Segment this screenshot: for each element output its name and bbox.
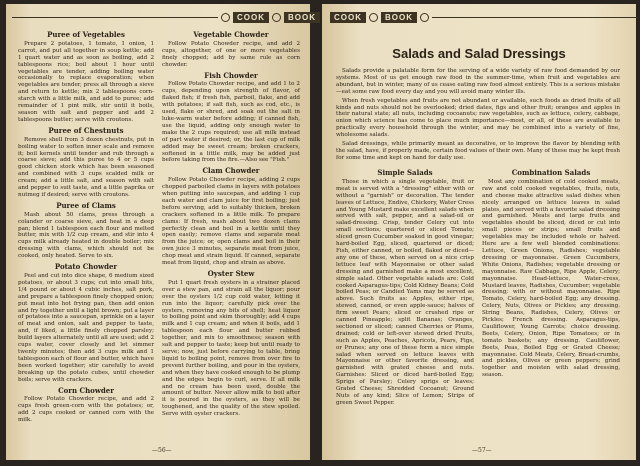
right-page (322, 4, 636, 460)
header-ornament-icon (221, 13, 230, 22)
header-cook: COOK (233, 12, 269, 23)
section-heading: Potato Chowder (54, 262, 118, 272)
section-text: Follow Potato Chowder recipe, and add 2 cups, altogether, of one or more vegetables finely chopped; add by same rule as corn chowder. (162, 40, 300, 68)
section-text: Prepare 2 potatoes, 1 tomato, 1 onion, 1 carrot, and put all together in soup kettle; add 1 quart water and as soon as boiling, add 2 tablespoons rice; boil about 1 hour until vegetables are tender, adding boiling water occasionally to replace evaporation; when vegetables are tender, press all through a sieve and return to kettle; mix 2 tablespoons corn-starch with a little milk, and add to puree; add remainder of 1 pint milk, stir until it boils, season with salt and pepper and add 2 tablespoons butter; serve with croutons. (18, 40, 154, 123)
section-heading: Corn Chowder (58, 385, 114, 395)
header-ornament-icon (420, 13, 429, 22)
section (336, 170, 474, 407)
intro-paragraph: When fresh vegetables and fruits are not abundant or available, such foods as dried fruits of all kinds and nuts should not be overlooked; dried dates, figs and other fruit; oranges and apples in their natural state; all nuts, including cocoanuts; raw vegetables, such as lettuce, celery, cabbage, onion which science has come to place much importance—most, or all, of these are available to practically every household through the winter, and may be combined into a variety of fine, wholesome salads. (336, 97, 620, 139)
right-header (330, 12, 638, 23)
section (162, 271, 300, 418)
left-column-2 (162, 28, 300, 419)
section-heading: Oyster Stew (207, 269, 255, 278)
header-book: BOOK (381, 12, 417, 23)
intro-paragraph: Salad dressings, while primarily meant as decorative, or to improve the flavor by blending with the salad, have, if properly made, certain food values of their own. Many of these may be kept fresh for some time and kept on hand for daily use. (336, 141, 620, 161)
section-text: Peel and cut into dice shape, 6 medium sized potatoes, or about 3 cups; cut into small bits, 1/4 pound or about 4 cubic inches, salt pork, and prepare a tablespoon finely chopped onion; put meat into hot frying pan, then add onion and fry together until a light brown; put a layer of potatoes into a saucepan, sprinkle on a layer of meat and onion, salt and pepper to taste, and, if liked, a little finely chopped parsley; build layers alternately until all are used; add 2 cups water, cover closely and let simmer twenty minutes; then add 3 cups milk and 1 tablespoon each of flour and butter, which have been worked together; stir carefully to avoid breaking up the potato cubes, until chowder boils; serve with crackers. (18, 273, 154, 383)
section-text: Follow Potato Chowder recipe, and add 2 cups fresh green-corn with the potatoes; or, add 2 cups cooked or canned corn with the milk. (18, 396, 154, 424)
page-number: —56— (152, 447, 172, 454)
header-rule (12, 17, 218, 18)
section (482, 170, 620, 379)
section-heading: Simple Salads (377, 168, 433, 177)
section-text: Remove shell from 3 dozen chestnuts, put in boiling water to soften inner scale and remove it; boil kernels until tender and rub through a coarse sieve; add this puree to 4 or 5 cups good chicken stock which has been seasoned and combined with 3 cups scalded milk or cream; add a little salt, and season with salt and pepper to suit taste, and a little paprika or nutmeg if desired; serve with croutons. (18, 136, 154, 198)
intro-text (336, 68, 620, 164)
section (18, 264, 154, 383)
header-ornament-icon (369, 13, 378, 22)
header-rule (432, 17, 638, 18)
section-heading: Puree of Chestnuts (48, 125, 124, 135)
section-heading: Puree of Vegetables (47, 30, 125, 39)
section (18, 125, 154, 199)
page-title: Salads and Salad Dressings (392, 46, 566, 61)
header-cook: COOK (330, 12, 366, 23)
section (18, 32, 154, 124)
right-column-2 (482, 166, 620, 380)
header-book: BOOK (284, 12, 320, 23)
section-heading: Puree of Clams (56, 200, 116, 210)
section-text: Mash about 50 clams, press through a colander or coarse sieve, and heat in a deep pan; blend 1 tablespoon each flour and melted butter, mix with 1/2 cup cream, and stir into 4 cups milk already heated in double boiler; mix dressing with clams, which should not be cooked, only heated. Serve to six. (18, 211, 154, 260)
section-heading: Fish Chowder (204, 70, 258, 80)
section (18, 385, 154, 425)
left-header (12, 12, 320, 23)
left-column-1 (18, 28, 154, 425)
section-heading: Clam Chowder (202, 166, 260, 176)
section-text: Those in which a single vegetable, fruit or meat is served with a "dressing" either with or without a "garnish" or decoration. The tender leaves of Lettuce, Endive, Chickory, Water Cress and Young Mustard make excellent salads when served with salt, pepper, and a salad-oil or salad-dressing. Crisp, tender Celery cut into small sections; quartered or sliced Tomato; sliced green Cucumber soaked in good vinegar; hard-boiled Egg, sliced, quartered or diced; Fish, either canned, or boiled, flaked or diced—any one of these, when served on a nice crisp lettuce leaf with Mayonnaise or other salad dressing and garnished make a most excellent, simple salad. Other vegetable salads are: Cold cooked Asparagus-tips; Cold Kidney Beans; Cold boiled Peas; or Candied Yams may be served as above. Such fruits as: Apples, either ripe, stewed, canned, or even apple-sauce; halves of firm sweet Pears; sliced or crushed ripe or canned Pineapple; split Bananas; Oranges, sectioned or sliced; canned Cherries or Plums, drained; cold or left-over stewed dried Fruits, such as Apples, Peaches, Apricots, Pears, Figs, or Prunes; any one of these form a nice simple salad when served on lettuce leaves with Mayonnaise or other favorite dressing, and garnished with grated cheese and nuts. Garnishes: Sliced or diced hard-boiled Egg; Sprigs of Parsley; Celery sprigs or leaves; Grated Cheese; Shredded Cocoanut; Ground Nuts of any kind; Slice of Lemon; Strips of green Sweet Pepper. (336, 178, 474, 406)
section-text: Put 1 quart fresh oysters in a strainer placed over a stew pan, and strain all the liquor; pour over the oysters 1/2 cup cold water, letting it run into the liquor; carefully pick over the oysters, removing any bits of shell; heat liquor to boiling point and skim thoroughly; add 4 cups milk and 1 cup cream; and when it boils, add 1 tablespoon each flour and butter rubbed together, and mix to smoothness; season with salt and pepper to taste; keep but until ready to serve; now, just before carrying to table, bring liquid to boiling point, remove from over fire to prevent further boiling, and pour in the oysters, and when they have cooked enough to be plump and the edges begin to curl, serve. If all milk and no cream has been used, double the amount of butter. Never allow milk to boil after it is poured in the oysters, as they will be toughened, and the quality of the stew spoiled. Serve with oyster crackers. (162, 279, 300, 418)
section (162, 70, 300, 165)
header-ornament-icon (272, 13, 281, 22)
section-heading: Combination Salads (511, 168, 591, 177)
intro-paragraph: Salads provide a palatable form for the serving of a wide variety of raw food demanded by our systems. Most of us get enough raw food in the summer-time, when fruit and vegetables are abundant, but in winter, many of us cease eating raw food almost entirely. This is a serious mistake—eat some raw food every day and you will avoid many winter ills. (336, 68, 620, 95)
section (162, 32, 300, 69)
section (18, 200, 154, 260)
section-text: Follow Potato Chowder recipe, and add 1 to 2 cups, depending upon strength of flavor, of flaked fish; if fresh fish, parboil, flake, and add with potatoes; if salt fish, such as cod, etc., is used, flake or shred, and soak out the salt in luke-warm water before adding; if canned fish, use the liquid, adding only enough water to make the 2 cups required; use all milk instead of part water if desired; or, the last cup of milk added may be sweet cream; broken crackers, softened in a little milk, may be added just before taking from the fire.—Also see "Fish." (162, 81, 300, 164)
section-heading: Vegetable Chowder (193, 30, 269, 39)
page-number: —57— (472, 447, 492, 454)
section (162, 168, 300, 267)
section-text: Follow Potato Chowder recipe, adding 2 cups chopped parboiled clams in layers with potatoes when putting into saucepan, and adding 1 cup each water and clam juice for first boiling; just before serving, add to suitably thicken, broken crackers softened in a little milk. To prepare clams: If fresh, wash about two dozen clams perfectly clean and boil in a kettle until they open easily; remove clams and separate meat from the juice; or, open clams and boil in their own juice 3 minutes, separate meat from juice, chop meat and strain liquid. If canned, separate meat from liquid, chop and strain as above. (162, 177, 300, 267)
section-text: Most any combination of cold cooked meats, raw and cold cooked vegetables, fruits, nuts, and cheese make attractive salad dishes when nicely arranged on lettuce leaves in salad plates, and served with a favorite salad dressing and garnished. Meats and large fruits and vegetables should be sliced, diced or cut into small pieces or strips; small fruits and vegetables may be included whole or halved. Here are a few well blended combinations: Lettuce, Green Onions, Radishes; vegetable dressing or mayonnaise. Green Cucumbers, White Onions, Radishes; vegetable dressing or mayonnaise. Raw Cabbage, Ripe Apple, Celery; mayonnaise. Head-lettuce, Water-cress, Mustard leaves, Radishes, Cucumber; vegetable dressing; with or without mayonnaise. Ripe Tomato, Celery, hard-boiled Egg; any dressing. Celery, Nuts, Olives or Pickles; any dressing. String Beans, Radishes, Celery, Olives or Pickles; French dressing. Asparagus-tips, Cauliflower, Young Carrots; choice dressing. Beets, Celery, Onion, Ripe Tomatoes; or in tomato baskets; any dressing. Cauliflower, Beets, Peas, Boiled Egg or Grated Cheese; mayonnaise. Cold Meats, Celery, Bread-crumbs, and pickles, Olives or green peppers; grind together and moisten with salad dressing, season. (482, 178, 620, 379)
right-column-1 (336, 166, 474, 408)
left-page (6, 4, 316, 460)
